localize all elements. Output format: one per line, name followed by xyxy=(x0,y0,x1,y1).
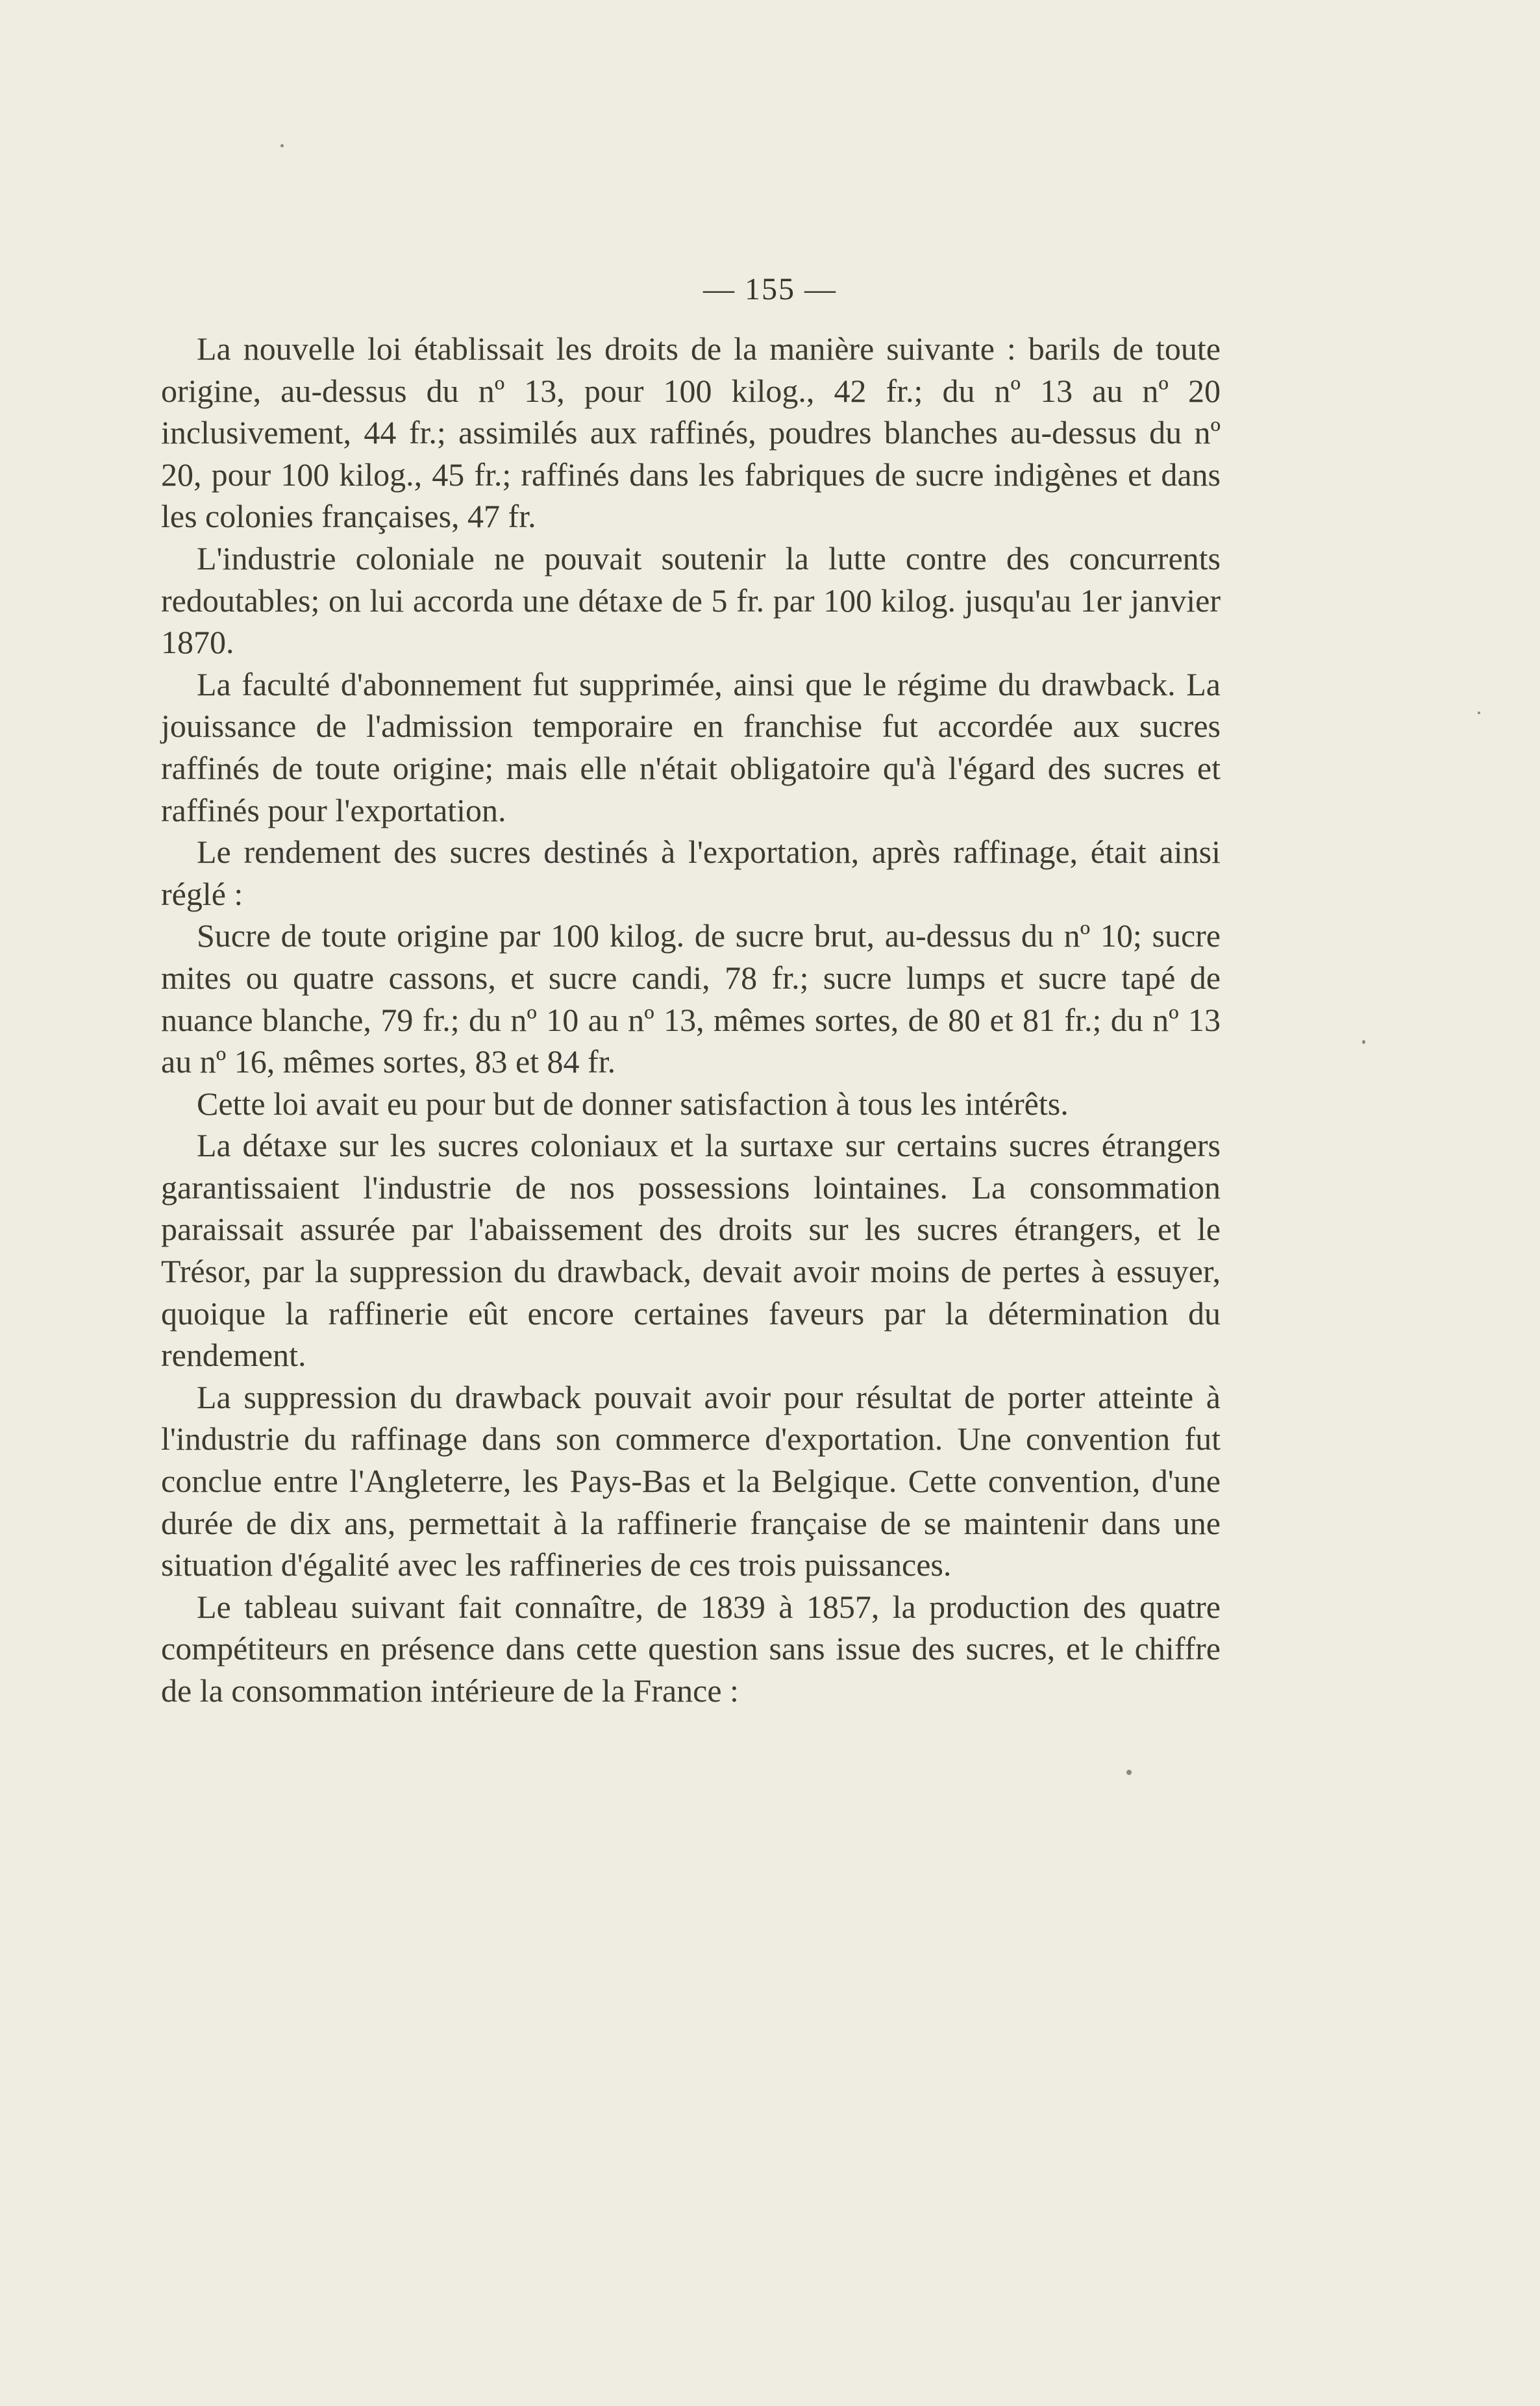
scan-speck xyxy=(1362,1040,1365,1044)
paragraph-abonnement: La faculté d'abonnement fut supprimée, ainsi que le régime du drawback. La jouissance de l'admission temporaire en franchise fut accordée aux sucres raffinés de toute origine; mais elle n'était obligatoire qu'à l'égard des sucres et raffinés pour l'exportation. xyxy=(161,665,1221,828)
scan-speck xyxy=(1126,1770,1132,1775)
page-number: — 155 — xyxy=(703,272,837,306)
scan-speck xyxy=(280,144,284,147)
paragraph-detaxe: La détaxe sur les sucres coloniaux et la surtaxe sur certains sucres étrangers garantissaient l'industrie de nos possessions lointaines. La consommation paraissait assurée par l'abaissement des droits sur les sucres étrangers, et le Trésor, par la suppression du drawback, devait avoir moins de pertes à essuyer, quoique la raffinerie eût encore certaines faveurs par la détermination du rendement. xyxy=(161,1127,1221,1374)
paragraph-duties: La nouvelle loi établissait les droits de la manière suivante : barils de toute origine, au-dessus du nº 13, pour 100 kilog., 42 fr.; du nº 13 au nº 20 inclusivement, 44 fr.; assimilés aux raffinés, poudres blanches au-dessus du nº 20, pour 100 kilog., 45 fr.; raffinés dans les fabriques de sucre indigènes et dans les colonies françaises, 47 fr. xyxy=(161,330,1221,535)
paragraph-drawback: La suppression du drawback pouvait avoir pour résultat de porter atteinte à l'industrie du raffinage dans son commerce d'exportation. Une convention fut conclue entre l'Angleterre, les Pays-Bas et la Belgique. Cette convention, d'une durée de dix ans, permettait à la raffinerie française de se maintenir dans une situation d'égalité avec les raffineries de ces trois puissances. xyxy=(161,1378,1221,1583)
scan-speck xyxy=(1478,712,1480,714)
paragraph-loi-but: Cette loi avait eu pour but de donner satisfaction à tous les intérêts. xyxy=(197,1085,1069,1122)
body-text xyxy=(161,328,1221,1712)
paragraph-rendement-intro: Le rendement des sucres destinés à l'exportation, après raffinage, était ainsi réglé : xyxy=(161,834,1221,912)
paragraph-tableau: Le tableau suivant fait connaître, de 1839 à 1857, la production des quatre compétiteurs en présence dans cette question sans issue des sucres, et le chiffre de la consommation intérieure de la France : xyxy=(161,1588,1221,1709)
paragraph-rendement-detail: Sucre de toute origine par 100 kilog. de sucre brut, au-dessus du nº 10; sucre mites ou quatre cassons, et sucre candi, 78 fr.; sucre lumps et sucre tapé de nuance blanche, 79 fr.; du nº 10 au nº 13, mêmes sortes, de 80 et 81 fr.; du nº 13 au nº 16, mêmes sortes, 83 et 84 fr. xyxy=(161,917,1221,1080)
paragraph-colonial-industry: L'industrie coloniale ne pouvait soutenir la lutte contre des concurrents redoutables; on lui accorda une détaxe de 5 fr. par 100 kilog. jusqu'au 1er janvier 1870. xyxy=(161,539,1221,661)
